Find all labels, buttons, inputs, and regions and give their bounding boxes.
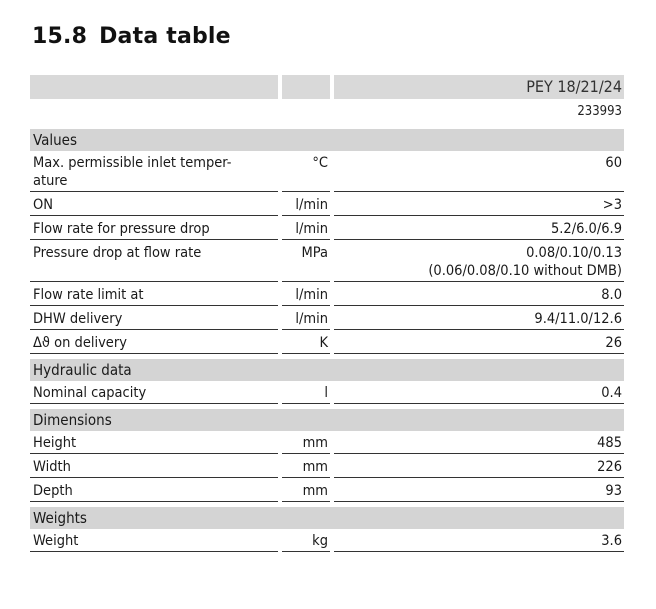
model-name: PEY 18/21/24 <box>334 75 624 99</box>
table-body <box>30 129 624 553</box>
row-value: >3 <box>334 196 624 216</box>
row-value: 0.08/0.10/0.13 (0.06/0.08/0.10 without DMB) <box>334 244 624 282</box>
section-title: Data table <box>99 24 231 49</box>
row-unit: K <box>282 334 330 354</box>
row-label: Height <box>30 434 278 454</box>
row-value: 93 <box>334 482 624 502</box>
section-title: Dimensions <box>33 411 112 429</box>
row-label: Flow rate limit at <box>30 286 278 306</box>
section-header <box>30 507 624 529</box>
row-label: Δϑ on delivery <box>30 334 278 354</box>
section-header <box>30 409 624 431</box>
table-row <box>30 307 624 331</box>
row-value: 0.4 <box>334 384 624 404</box>
row-unit: mm <box>282 458 330 478</box>
part-number-row <box>30 99 624 125</box>
table-row <box>30 455 624 479</box>
row-label: Pressure drop at flow rate <box>30 244 278 282</box>
section-title: Hydraulic data <box>33 361 132 379</box>
row-label: Depth <box>30 482 278 502</box>
row-label: Nominal capacity <box>30 384 278 404</box>
row-unit: l/min <box>282 310 330 330</box>
row-unit: °C <box>282 154 330 192</box>
table-row <box>30 217 624 241</box>
row-unit: mm <box>282 434 330 454</box>
row-label: ON <box>30 196 278 216</box>
row-value: 5.2/6.0/6.9 <box>334 220 624 240</box>
table-row <box>30 529 624 553</box>
row-unit: kg <box>282 532 330 552</box>
row-value: 60 <box>334 154 624 192</box>
table-row <box>30 431 624 455</box>
row-label: Weight <box>30 532 278 552</box>
section-header <box>30 359 624 381</box>
row-label: Width <box>30 458 278 478</box>
row-label: DHW delivery <box>30 310 278 330</box>
table-row <box>30 479 624 503</box>
header-cell-label <box>30 75 278 99</box>
table-row <box>30 381 624 405</box>
table-row <box>30 283 624 307</box>
header-cell-unit <box>282 75 330 99</box>
row-value: 9.4/11.0/12.6 <box>334 310 624 330</box>
row-unit: MPa <box>282 244 330 282</box>
section-title: Weights <box>33 509 87 527</box>
section-title: Values <box>33 131 77 149</box>
row-value: 8.0 <box>334 286 624 306</box>
table-header-row <box>30 75 624 99</box>
table-row <box>30 193 624 217</box>
section-number: 15.8 <box>32 24 88 49</box>
section-header <box>30 129 624 151</box>
row-unit: l <box>282 384 330 404</box>
row-unit: l/min <box>282 286 330 306</box>
row-unit: mm <box>282 482 330 502</box>
table-row <box>30 331 624 355</box>
data-table <box>30 75 624 553</box>
table-row <box>30 151 624 193</box>
row-label: Flow rate for pressure drop <box>30 220 278 240</box>
row-label: Max. permissible inlet temper- ature <box>30 154 278 192</box>
part-number: 233993 <box>577 104 622 119</box>
table-row <box>30 241 624 283</box>
row-value: 3.6 <box>334 532 624 552</box>
row-unit: l/min <box>282 220 330 240</box>
page-heading <box>32 24 231 49</box>
row-value: 226 <box>334 458 624 478</box>
row-value: 485 <box>334 434 624 454</box>
row-value: 26 <box>334 334 624 354</box>
row-unit: l/min <box>282 196 330 216</box>
